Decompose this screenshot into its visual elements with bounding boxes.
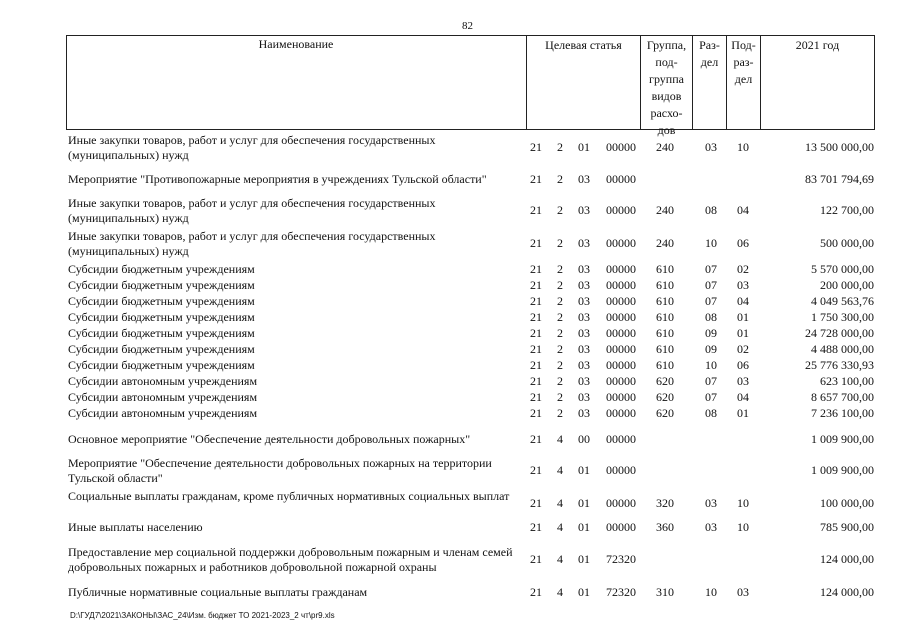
row-target-subprogram: 2 bbox=[557, 203, 563, 217]
row-amount: 200 000,00 bbox=[820, 278, 874, 292]
row-target-direction: 00000 bbox=[606, 310, 636, 324]
row-amount: 1 009 900,00 bbox=[811, 463, 874, 477]
row-subsection: 04 bbox=[737, 294, 749, 308]
row-target-program: 21 bbox=[530, 374, 542, 388]
header-group bbox=[640, 35, 692, 137]
row-amount: 785 900,00 bbox=[820, 520, 874, 534]
row-expense-group: 610 bbox=[656, 262, 674, 276]
row-amount: 7 236 100,00 bbox=[811, 406, 874, 420]
row-section: 07 bbox=[705, 262, 717, 276]
page-number: 82 bbox=[462, 20, 473, 32]
row-target-direction: 00000 bbox=[606, 432, 636, 446]
row-section: 03 bbox=[705, 496, 717, 510]
row-section: 10 bbox=[705, 358, 717, 372]
row-name: Субсидии бюджетным учреждениям bbox=[68, 358, 255, 372]
row-name: Субсидии автономным учреждениям bbox=[68, 390, 258, 404]
row-target-subprogram: 4 bbox=[557, 496, 563, 510]
row-name: Субсидии бюджетным учреждениям bbox=[68, 278, 255, 292]
row-target-direction: 72320 bbox=[606, 552, 636, 566]
row-target-event: 01 bbox=[578, 496, 590, 510]
row-target-subprogram: 4 bbox=[557, 432, 563, 446]
row-target-event: 03 bbox=[578, 278, 590, 292]
row-target-direction: 00000 bbox=[606, 342, 636, 356]
row-name: Мероприятие "Обеспечение деятельности добровольных пожарных на территории Тульской области" bbox=[68, 456, 492, 485]
row-section: 09 bbox=[705, 326, 717, 340]
row-amount: 13 500 000,00 bbox=[805, 140, 874, 154]
row-target-direction: 00000 bbox=[606, 203, 636, 217]
row-target-subprogram: 4 bbox=[557, 585, 563, 599]
row-amount: 124 000,00 bbox=[820, 585, 874, 599]
row-target-program: 21 bbox=[530, 520, 542, 534]
header-group-line: видов bbox=[651, 89, 682, 103]
row-expense-group: 620 bbox=[656, 374, 674, 388]
row-section: 07 bbox=[705, 278, 717, 292]
row-amount: 100 000,00 bbox=[820, 496, 874, 510]
row-target-program: 21 bbox=[530, 552, 542, 566]
row-name: Субсидии бюджетным учреждениям bbox=[68, 326, 255, 340]
row-section: 07 bbox=[705, 390, 717, 404]
row-target-event: 01 bbox=[578, 140, 590, 154]
row-subsection: 01 bbox=[737, 310, 749, 324]
row-subsection: 03 bbox=[737, 585, 749, 599]
header-subsection-line: раз- bbox=[733, 55, 754, 69]
row-target-direction: 00000 bbox=[606, 496, 636, 510]
row-name: Субсидии бюджетным учреждениям bbox=[68, 342, 255, 356]
row-name: Иные закупки товаров, работ и услуг для обеспечения государственных (муниципальных) нужд bbox=[68, 229, 436, 258]
header-target: Целевая статья bbox=[526, 35, 640, 130]
row-subsection: 02 bbox=[737, 262, 749, 276]
row-expense-group: 610 bbox=[656, 278, 674, 292]
row-target-event: 03 bbox=[578, 310, 590, 324]
row-amount: 500 000,00 bbox=[820, 236, 874, 250]
row-target-program: 21 bbox=[530, 278, 542, 292]
row-subsection: 03 bbox=[737, 278, 749, 292]
row-target-program: 21 bbox=[530, 585, 542, 599]
row-target-subprogram: 2 bbox=[557, 172, 563, 186]
row-target-subprogram: 2 bbox=[557, 406, 563, 420]
row-subsection: 10 bbox=[737, 520, 749, 534]
row-target-subprogram: 2 bbox=[557, 310, 563, 324]
row-name: Мероприятие "Противопожарные мероприятия в учреждениях Тульской области" bbox=[68, 172, 487, 186]
header-section bbox=[692, 35, 726, 130]
row-target-subprogram: 2 bbox=[557, 326, 563, 340]
row-section: 03 bbox=[705, 520, 717, 534]
row-name: Публичные нормативные социальные выплаты гражданам bbox=[68, 585, 368, 599]
row-target-program: 21 bbox=[530, 358, 542, 372]
file-path-footer: D:\ГУД7\2021\ЗАКОНЫ\ЗАС_24\Изм. бюджет ТО 2021-2023_2 чт\pr9.xls bbox=[70, 611, 335, 620]
row-target-program: 21 bbox=[530, 406, 542, 420]
row-name: Субсидии автономным учреждениям bbox=[68, 374, 258, 388]
row-target-event: 01 bbox=[578, 520, 590, 534]
row-target-program: 21 bbox=[530, 310, 542, 324]
row-name: Иные выплаты населению bbox=[68, 520, 203, 534]
header-name: Наименование bbox=[258, 37, 334, 51]
row-section: 03 bbox=[705, 140, 717, 154]
row-expense-group: 320 bbox=[656, 496, 674, 510]
row-target-program: 21 bbox=[530, 172, 542, 186]
header-section-line: дел bbox=[700, 55, 719, 69]
header-section-line: Раз- bbox=[699, 38, 720, 52]
row-target-direction: 00000 bbox=[606, 294, 636, 308]
row-target-event: 01 bbox=[578, 463, 590, 477]
row-target-event: 03 bbox=[578, 406, 590, 420]
row-name: Иные закупки товаров, работ и услуг для обеспечения государственных (муниципальных) нужд bbox=[68, 196, 436, 225]
row-target-program: 21 bbox=[530, 496, 542, 510]
row-target-direction: 00000 bbox=[606, 463, 636, 477]
row-amount: 24 728 000,00 bbox=[805, 326, 874, 340]
row-subsection: 10 bbox=[737, 140, 749, 154]
row-amount: 83 701 794,69 bbox=[805, 172, 874, 186]
header-group-line: группа bbox=[649, 72, 684, 86]
row-target-direction: 00000 bbox=[606, 390, 636, 404]
row-subsection: 06 bbox=[737, 236, 749, 250]
row-target-program: 21 bbox=[530, 326, 542, 340]
row-target-subprogram: 2 bbox=[557, 236, 563, 250]
row-target-subprogram: 4 bbox=[557, 520, 563, 534]
row-amount: 122 700,00 bbox=[820, 203, 874, 217]
row-section: 09 bbox=[705, 342, 717, 356]
row-subsection: 02 bbox=[737, 342, 749, 356]
header-subsection bbox=[726, 35, 760, 130]
row-name: Субсидии бюджетным учреждениям bbox=[68, 310, 255, 324]
row-target-subprogram: 2 bbox=[557, 358, 563, 372]
row-target-direction: 00000 bbox=[606, 236, 636, 250]
row-subsection: 04 bbox=[737, 390, 749, 404]
row-target-subprogram: 2 bbox=[557, 390, 563, 404]
row-target-direction: 00000 bbox=[606, 374, 636, 388]
row-amount: 1 750 300,00 bbox=[811, 310, 874, 324]
row-expense-group: 610 bbox=[656, 342, 674, 356]
row-subsection: 04 bbox=[737, 203, 749, 217]
header-group-line: дов bbox=[657, 123, 676, 137]
row-expense-group: 620 bbox=[656, 390, 674, 404]
row-section: 10 bbox=[705, 236, 717, 250]
row-target-event: 03 bbox=[578, 342, 590, 356]
row-target-direction: 00000 bbox=[606, 140, 636, 154]
row-target-program: 21 bbox=[530, 342, 542, 356]
row-target-subprogram: 2 bbox=[557, 342, 563, 356]
row-target-subprogram: 2 bbox=[557, 278, 563, 292]
row-amount: 1 009 900,00 bbox=[811, 432, 874, 446]
row-subsection: 01 bbox=[737, 406, 749, 420]
row-section: 07 bbox=[705, 374, 717, 388]
header-group-line: расхо- bbox=[650, 106, 683, 120]
row-name: Субсидии автономным учреждениям bbox=[68, 406, 258, 420]
row-expense-group: 610 bbox=[656, 294, 674, 308]
row-expense-group: 310 bbox=[656, 585, 674, 599]
row-expense-group: 610 bbox=[656, 310, 674, 324]
row-target-event: 03 bbox=[578, 262, 590, 276]
row-target-event: 03 bbox=[578, 236, 590, 250]
row-section: 08 bbox=[705, 310, 717, 324]
row-target-subprogram: 2 bbox=[557, 374, 563, 388]
row-expense-group: 620 bbox=[656, 406, 674, 420]
header-subsection-line: дел bbox=[734, 72, 753, 86]
row-subsection: 03 bbox=[737, 374, 749, 388]
row-subsection: 01 bbox=[737, 326, 749, 340]
row-target-event: 00 bbox=[578, 432, 590, 446]
row-target-event: 01 bbox=[578, 585, 590, 599]
row-subsection: 06 bbox=[737, 358, 749, 372]
row-target-direction: 00000 bbox=[606, 172, 636, 186]
row-name: Иные закупки товаров, работ и услуг для обеспечения государственных (муниципальных) нужд bbox=[68, 133, 436, 162]
row-section: 08 bbox=[705, 203, 717, 217]
row-target-event: 01 bbox=[578, 552, 590, 566]
row-target-direction: 00000 bbox=[606, 358, 636, 372]
row-amount: 623 100,00 bbox=[820, 374, 874, 388]
row-subsection: 10 bbox=[737, 496, 749, 510]
row-amount: 25 776 330,93 bbox=[805, 358, 874, 372]
row-target-direction: 00000 bbox=[606, 278, 636, 292]
row-amount: 124 000,00 bbox=[820, 552, 874, 566]
row-target-subprogram: 4 bbox=[557, 463, 563, 477]
row-target-subprogram: 2 bbox=[557, 140, 563, 154]
row-name: Субсидии бюджетным учреждениям bbox=[68, 294, 255, 308]
row-target-direction: 00000 bbox=[606, 406, 636, 420]
row-target-event: 03 bbox=[578, 374, 590, 388]
row-target-subprogram: 2 bbox=[557, 262, 563, 276]
header-group-line: под- bbox=[655, 55, 678, 69]
row-expense-group: 240 bbox=[656, 203, 674, 217]
row-name: Основное мероприятие "Обеспечение деятельности добровольных пожарных" bbox=[68, 432, 471, 446]
row-amount: 5 570 000,00 bbox=[811, 262, 874, 276]
row-target-program: 21 bbox=[530, 463, 542, 477]
row-amount: 8 657 700,00 bbox=[811, 390, 874, 404]
row-name: Субсидии бюджетным учреждениям bbox=[68, 262, 255, 276]
row-target-direction: 72320 bbox=[606, 585, 636, 599]
row-target-event: 03 bbox=[578, 172, 590, 186]
row-expense-group: 610 bbox=[656, 358, 674, 372]
row-expense-group: 240 bbox=[656, 140, 674, 154]
header-group-line: Группа, bbox=[646, 38, 687, 52]
row-expense-group: 240 bbox=[656, 236, 674, 250]
row-section: 07 bbox=[705, 294, 717, 308]
row-target-direction: 00000 bbox=[606, 262, 636, 276]
row-amount: 4 488 000,00 bbox=[811, 342, 874, 356]
row-expense-group: 610 bbox=[656, 326, 674, 340]
row-target-event: 03 bbox=[578, 390, 590, 404]
row-target-program: 21 bbox=[530, 262, 542, 276]
row-name: Предоставление мер социальной поддержки добровольным пожарным и членам семей добровольных пожарных и работников добровольной пожарной охраны bbox=[68, 545, 513, 574]
row-target-program: 21 bbox=[530, 432, 542, 446]
row-name: Социальные выплаты гражданам, кроме публичных нормативных социальных выплат bbox=[68, 489, 510, 503]
row-target-event: 03 bbox=[578, 326, 590, 340]
row-section: 10 bbox=[705, 585, 717, 599]
header-year: 2021 год bbox=[760, 35, 875, 130]
header-subsection-line: Под- bbox=[731, 38, 756, 52]
row-target-program: 21 bbox=[530, 294, 542, 308]
row-target-event: 03 bbox=[578, 294, 590, 308]
row-target-program: 21 bbox=[530, 140, 542, 154]
row-target-program: 21 bbox=[530, 390, 542, 404]
row-section: 08 bbox=[705, 406, 717, 420]
row-target-event: 03 bbox=[578, 358, 590, 372]
row-target-program: 21 bbox=[530, 203, 542, 217]
row-target-direction: 00000 bbox=[606, 520, 636, 534]
row-target-program: 21 bbox=[530, 236, 542, 250]
row-amount: 4 049 563,76 bbox=[811, 294, 874, 308]
row-target-subprogram: 4 bbox=[557, 552, 563, 566]
row-target-event: 03 bbox=[578, 203, 590, 217]
row-target-direction: 00000 bbox=[606, 326, 636, 340]
row-expense-group: 360 bbox=[656, 520, 674, 534]
row-target-subprogram: 2 bbox=[557, 294, 563, 308]
